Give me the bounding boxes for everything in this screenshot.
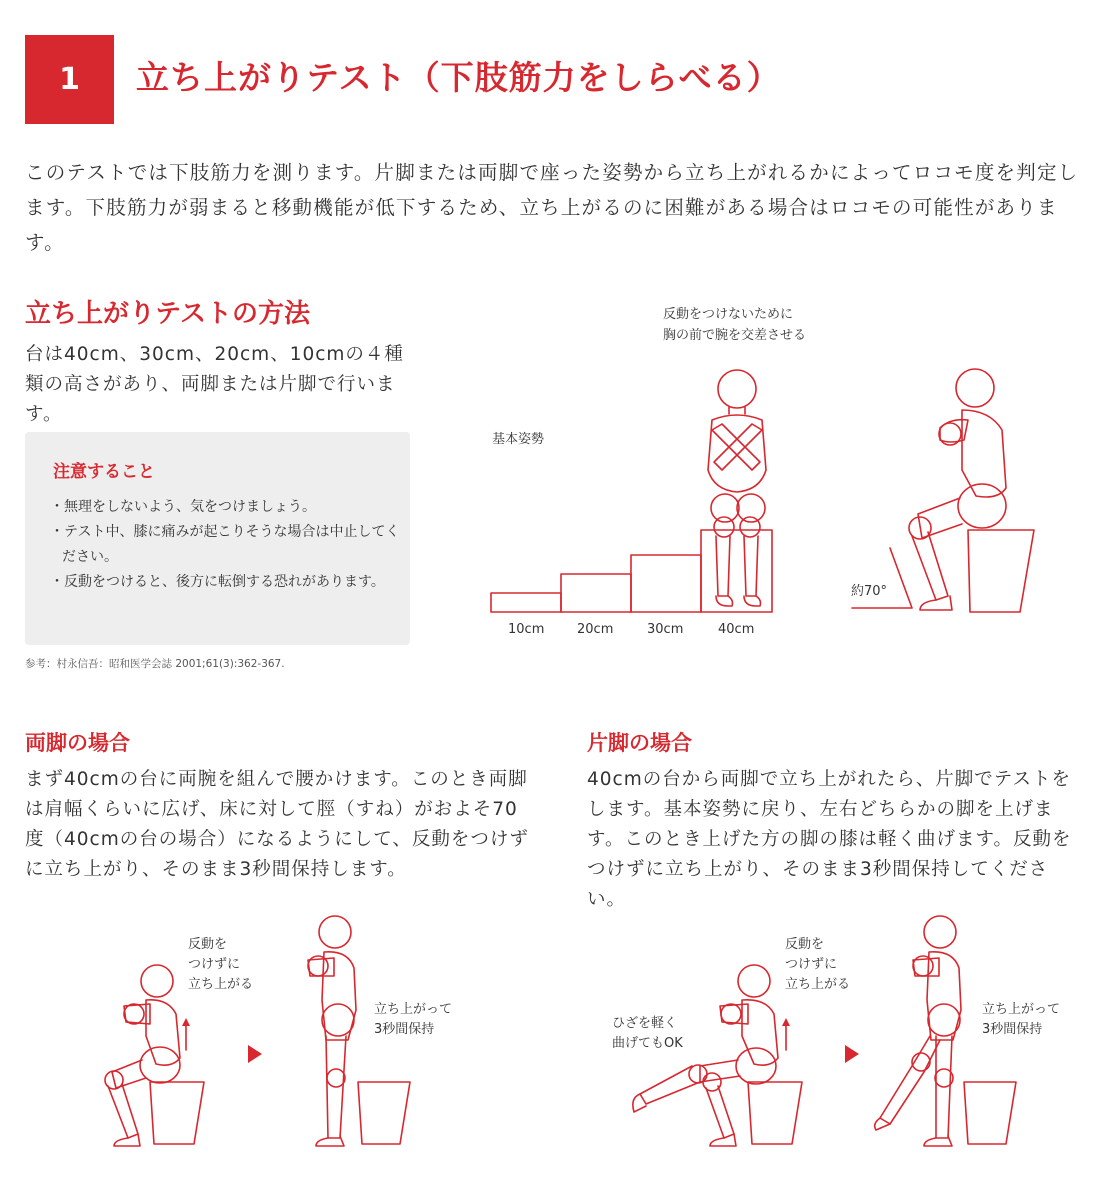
side-box [968, 530, 1034, 612]
height-label-40cm: 40cm [718, 622, 755, 637]
front-seated-figure [708, 370, 766, 606]
height-label-30cm: 30cm [647, 622, 684, 637]
both-rise-line1: 反動を [188, 937, 228, 952]
reference-citation: 参考：村永信吾：昭和医学会誌 2001;61(3):362-367. [25, 658, 285, 670]
page-title: 立ち上がりテスト（下肢筋力をしらべる） [136, 58, 781, 97]
both-rise-line3: 立ち上がる [188, 977, 254, 992]
one-rise-line3: 立ち上がる [785, 977, 851, 992]
one-leg-illustration [620, 910, 1060, 1160]
basic-posture-label: 基本姿勢 [492, 432, 545, 447]
shin-angle-label: 約70° [851, 584, 888, 599]
caution-item: ・テスト中、膝に痛みが起こりそうな場合は中止してください。 [50, 524, 400, 565]
both-seated-figure [105, 965, 204, 1146]
one-seated-figure [633, 965, 802, 1146]
one-rise-line2: つけずに [785, 957, 838, 972]
step-30cm [631, 555, 701, 612]
one-arrow-icon [845, 1045, 859, 1063]
caution-list [50, 495, 400, 595]
one-leg-heading: 片脚の場合 [587, 731, 692, 755]
basic-posture-illustration [480, 360, 1080, 620]
both-legs-illustration [90, 910, 430, 1160]
intro-paragraph: このテストでは下肢筋力を測ります。片脚または両脚で座った姿勢から立ち上がれるかによってロコモ度を判定します。下肢筋力が弱まると移動機能が低下するため、立ち上がるのに困難がある場合はロコモの可能性があります。 [25, 161, 1079, 254]
both-hold-line2: 3秒間保持 [374, 1022, 435, 1037]
both-rise-line2: つけずに [188, 957, 241, 972]
method-body: 台は40cm、30cm、20cm、10cmの４種類の高さがあり、両脚または片脚で行います。 [25, 344, 404, 425]
arm-cross-note-line1: 反動をつけないために [663, 307, 794, 322]
step-40cm [701, 530, 772, 612]
one-standing-figure [875, 916, 1016, 1146]
height-label-20cm: 20cm [577, 622, 614, 637]
one-leg-body: 40cmの台から両脚で立ち上がれたら、片脚でテストをします。基本姿勢に戻り、左右どちらかの脚を上げます。このとき上げた方の脚の膝は軽く曲げます。反動をつけずに立ち上がり、そのまま3秒間保持してください。 [587, 769, 1072, 910]
caution-item: ・反動をつけると、後方に転倒する恐れがあります。 [50, 574, 385, 590]
both-hold-line1: 立ち上がって [374, 1002, 453, 1017]
caution-title: 注意すること [53, 462, 155, 482]
section-number-badge [25, 35, 114, 124]
height-label-10cm: 10cm [508, 622, 545, 637]
one-rise-line1: 反動を [785, 937, 825, 952]
method-heading: 立ち上がりテストの方法 [25, 299, 310, 329]
both-legs-body: まず40cmの台に両腕を組んで腰かけます。このとき両脚は肩幅くらいに広げ、床に対して脛（すね）がおよそ70度（40cmの台の場合）になるようにして、反動をつけずに立ち上がり、そのまま3秒間保持します。 [25, 769, 529, 880]
arm-cross-note-line2: 胸の前で腕を交差させる [663, 328, 807, 343]
side-seated-figure [852, 369, 1034, 612]
angle-marker [852, 548, 912, 608]
caution-item: ・無理をしないよう、気をつけましょう。 [50, 499, 316, 515]
section-number: 1 [59, 62, 80, 97]
one-hold-line2: 3秒間保持 [982, 1022, 1043, 1037]
both-arrow-icon [248, 1045, 262, 1063]
both-legs-heading: 両脚の場合 [25, 731, 130, 755]
both-standing-figure [308, 916, 410, 1146]
step-10cm [491, 593, 561, 612]
step-20cm [561, 574, 631, 612]
knee-line1: ひざを軽く [612, 1016, 678, 1031]
knee-line2: 曲げてもOK [612, 1036, 683, 1051]
one-hold-line1: 立ち上がって [982, 1002, 1061, 1017]
